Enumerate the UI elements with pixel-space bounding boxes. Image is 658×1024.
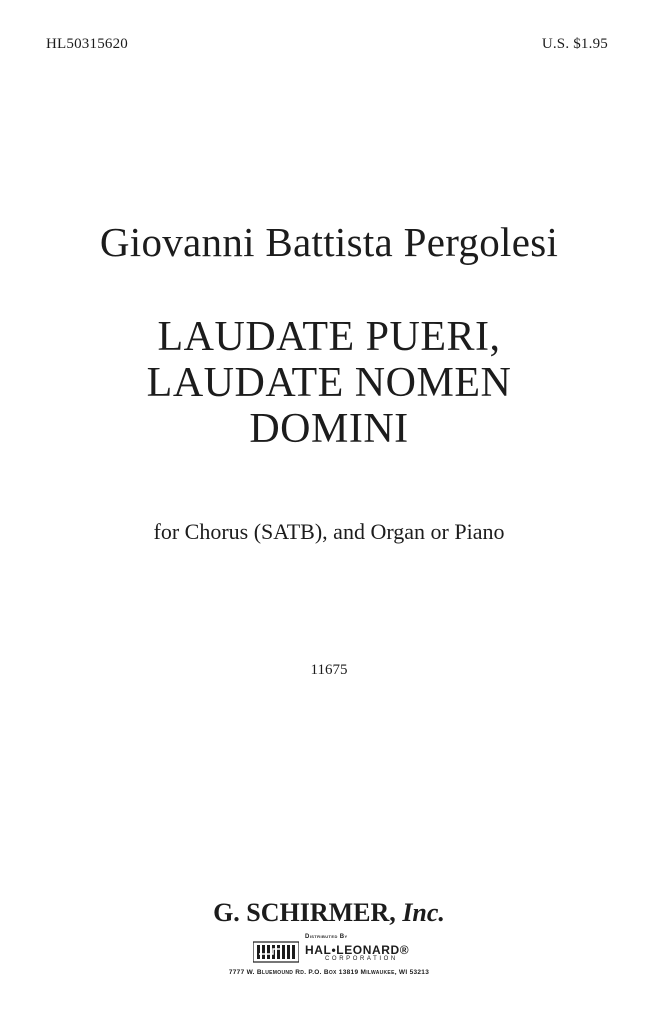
distributor-corporation: CORPORATION (325, 956, 398, 962)
composer-name: Giovanni Battista Pergolesi (99, 219, 559, 265)
title-line-2: LAUDATE NOMEN (146, 360, 512, 406)
distributor-address: 7777 W. Bluemound Rd. P.O. Box 13819 Milwaukee, WI 53213 (228, 969, 430, 976)
publisher-name-suffix: Inc. (402, 898, 445, 927)
distributed-by-label: Distributed By (305, 934, 348, 940)
catalog-number: HL50315620 (46, 36, 128, 52)
title-line-3: DOMINI (249, 406, 409, 452)
publisher-name (0, 898, 658, 928)
edition-number: 11675 (310, 662, 348, 678)
publisher-name-main: G. SCHIRMER, (213, 898, 396, 927)
title-line-1: LAUDATE PUERI, (157, 314, 501, 360)
distributor-block (253, 934, 428, 964)
price-label: U.S. $1.95 (541, 36, 608, 52)
scoring-description: for Chorus (SATB), and Organ or Piano (153, 519, 505, 544)
hal-leonard-logo-icon (253, 940, 299, 964)
distributor-name: HAL•LEONARD® (305, 943, 410, 957)
work-title (0, 314, 658, 452)
